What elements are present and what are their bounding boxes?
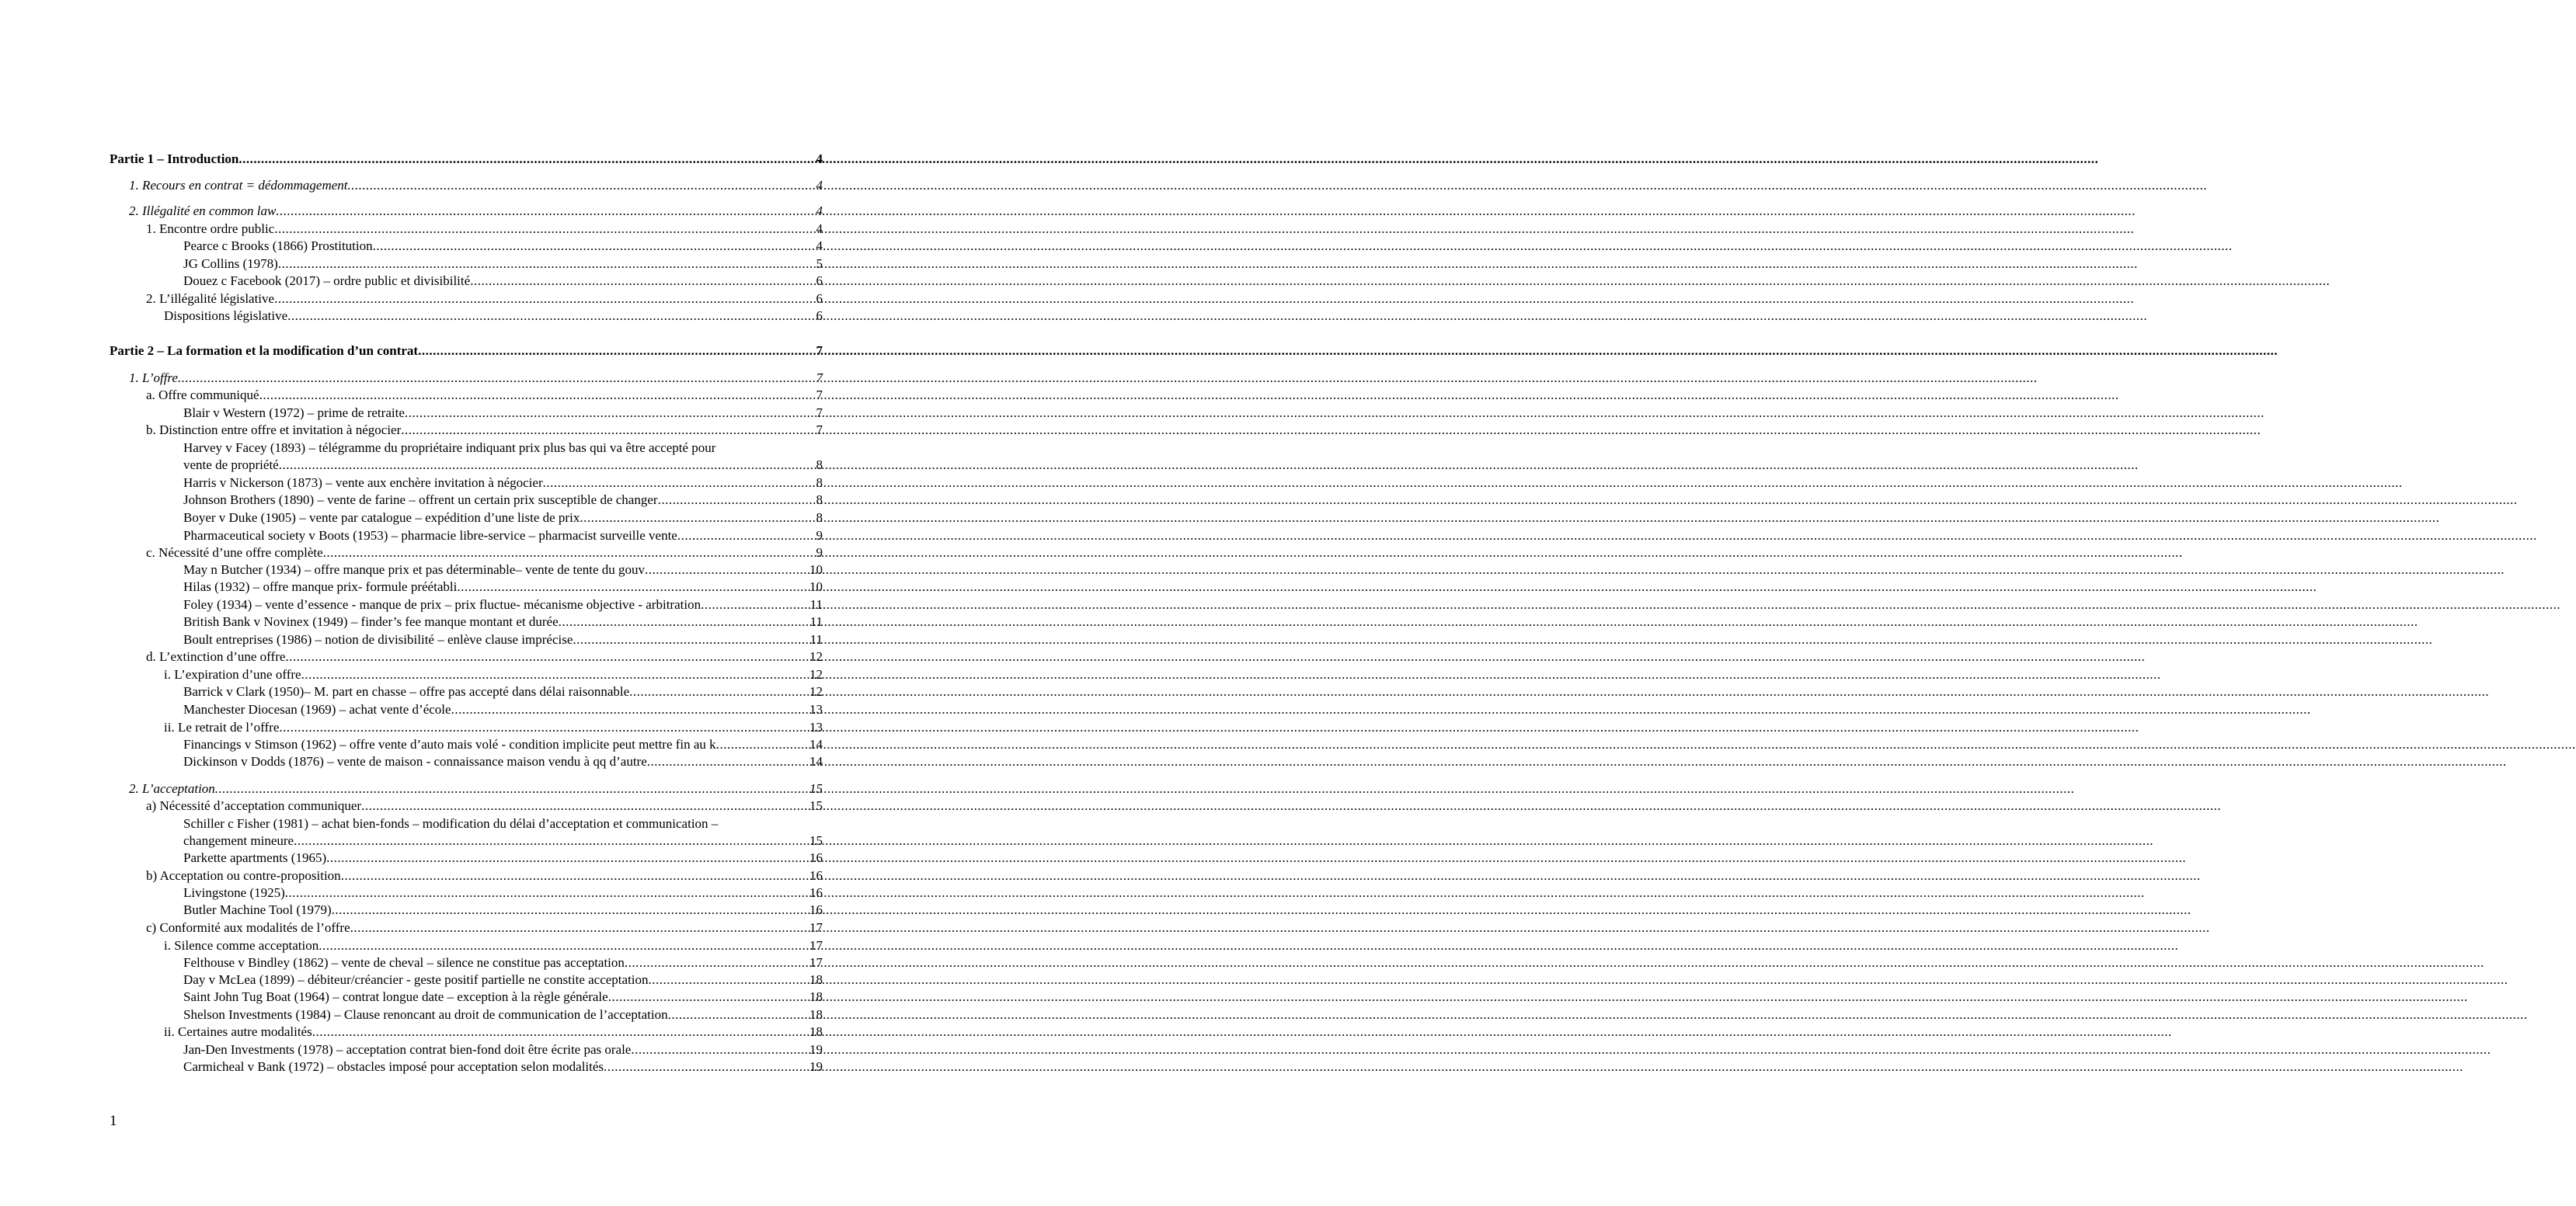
toc-entry-text: Carmicheal v Bank (1972) – obstacles imposé pour acceptation selon modalités <box>183 1059 604 1074</box>
toc-entry[interactable] <box>110 342 823 360</box>
dot-leader <box>451 701 809 718</box>
toc-entry-text: Financings v Stimson (1962) – offre vente d’auto mais volé - condition implicite peut mettre fin au k <box>183 737 716 752</box>
dot-leader <box>647 753 809 770</box>
toc-page-number: 14 <box>809 737 823 752</box>
dot-leader <box>274 221 816 238</box>
toc-entry[interactable] <box>110 798 823 815</box>
toc-entry-text: Douez c Facebook (2017) – ordre public et divisibilité <box>183 273 471 288</box>
toc-entry[interactable] <box>110 527 823 544</box>
dot-leader <box>332 902 809 919</box>
toc-entry[interactable] <box>110 885 823 902</box>
toc-entry[interactable] <box>110 1041 823 1058</box>
toc-entry[interactable] <box>110 492 823 509</box>
dot-leader <box>301 666 809 683</box>
toc-entry-continuation: changement mineure <box>183 833 294 848</box>
toc-entry[interactable] <box>110 954 823 971</box>
dot-leader <box>238 151 816 168</box>
toc-entry-text: 1. Recours en contrat = dédommagement <box>129 178 348 193</box>
toc-page-number: 9 <box>816 545 823 560</box>
toc-entry-text: Partie 2 – La formation et la modification d’un contrat <box>110 343 419 358</box>
toc-page-number: 8 <box>816 492 823 507</box>
toc-entry[interactable] <box>110 989 823 1006</box>
toc-page-number: 14 <box>809 754 823 769</box>
toc-page-number: 4 <box>816 203 823 218</box>
dot-leader <box>361 798 809 815</box>
dot-leader <box>326 850 809 867</box>
toc-entry[interactable] <box>110 1024 823 1041</box>
toc-entry-text: Pharmaceutical society v Boots (1953) – pharmacie libre-service – pharmacist surveille vente <box>183 528 677 543</box>
toc-page-number: 6 <box>816 291 823 306</box>
toc-entry-text: i. Silence comme acceptation <box>164 938 319 953</box>
toc-entry-text: d. L’extinction d’une offre <box>146 649 286 664</box>
dot-leader <box>470 273 816 290</box>
toc-page-number: 17 <box>809 955 823 970</box>
toc-page-number: 7 <box>816 422 823 437</box>
toc-page-number: 16 <box>809 902 823 917</box>
toc-page-number: 10 <box>809 579 823 594</box>
toc-page-number: 4 <box>816 151 823 166</box>
toc-entry-text: c. Nécessité d’une offre complète <box>146 545 323 560</box>
dot-leader <box>645 561 809 579</box>
toc-page-number: 11 <box>809 632 823 647</box>
toc-page-number: 7 <box>816 370 823 385</box>
toc-entry[interactable] <box>110 405 823 422</box>
dot-leader <box>287 308 816 325</box>
dot-leader <box>604 1058 809 1076</box>
toc-page-number: 17 <box>809 920 823 935</box>
dot-leader <box>608 989 809 1006</box>
toc-page-number: 15 <box>809 798 823 813</box>
dot-leader <box>401 422 816 439</box>
toc-entry-text: Johnson Brothers (1890) – vente de farine – offrent un certain prix susceptible de changer <box>183 492 658 507</box>
toc-entry-text: b) Acceptation ou contre-proposition <box>146 868 341 883</box>
toc-entry-text: Livingstone (1925) <box>183 885 285 900</box>
dot-leader <box>278 255 816 273</box>
toc-entry-text: JG Collins (1978) <box>183 256 278 271</box>
toc-entry-text: 1. Encontre ordre public <box>146 221 275 236</box>
toc-entry[interactable] <box>110 273 823 290</box>
toc-page-number: 9 <box>816 528 823 543</box>
toc-entry-text: Harvey v Facey (1893) – télégramme du propriétaire indiquant prix plus bas qui va être accepté pour <box>183 440 716 455</box>
toc-page-number: 7 <box>816 405 823 420</box>
dot-leader <box>178 370 816 387</box>
toc-entry[interactable] <box>110 387 823 404</box>
toc-entry[interactable] <box>110 308 823 325</box>
toc-entry[interactable] <box>110 255 823 273</box>
dot-leader <box>457 579 809 596</box>
toc-page-number: 11 <box>809 597 823 612</box>
toc-entry[interactable] <box>110 422 823 439</box>
toc-entry-text: Partie 1 – Introduction <box>110 151 239 166</box>
page-number: 1 <box>110 1113 117 1129</box>
toc-entry-text: Foley (1934) – vente d’essence - manque de prix – prix fluctue- mécanisme objective - arbitration <box>183 597 701 612</box>
toc-page-number: 16 <box>809 868 823 883</box>
dot-leader <box>373 238 816 255</box>
dot-leader <box>323 544 816 561</box>
toc-entry[interactable] <box>110 1006 823 1024</box>
toc-entry-text: Parkette apartments (1965) <box>183 850 327 865</box>
toc-page-number: 18 <box>809 1024 823 1039</box>
toc-entry[interactable] <box>110 177 823 194</box>
dot-leader <box>348 177 816 194</box>
toc-entry-text: Butler Machine Tool (1979) <box>183 902 332 917</box>
toc-entry[interactable] <box>110 902 823 919</box>
toc-entry[interactable] <box>110 457 823 474</box>
dot-leader <box>312 1024 809 1041</box>
toc-page-number: 8 <box>816 457 823 472</box>
toc-entry-text: ii. Certaines autre modalités <box>164 1024 312 1039</box>
toc-page-number: 13 <box>809 720 823 735</box>
toc-entry-text: Boyer v Duke (1905) – vente par catalogue – expédition d’une liste de prix <box>183 510 580 525</box>
toc-page-number: 6 <box>816 273 823 288</box>
toc-entry[interactable] <box>110 474 823 492</box>
toc-entry[interactable] <box>110 780 823 798</box>
toc-entry-continuation: vente de propriété <box>183 457 279 472</box>
dot-leader <box>573 631 809 648</box>
toc-page-number: 10 <box>809 562 823 577</box>
toc-entry[interactable] <box>110 544 823 561</box>
dot-leader <box>418 342 816 360</box>
toc-entry[interactable] <box>110 919 823 937</box>
toc-entry[interactable] <box>110 613 823 631</box>
toc-entry-text: Blair v Western (1972) – prime de retraite <box>183 405 405 420</box>
toc-entry-text: Pearce c Brooks (1866) Prostitution <box>183 238 373 253</box>
toc-page-number: 6 <box>816 308 823 323</box>
toc-entry-text: Jan-Den Investments (1978) – acceptation contrat bien-fond doit être écrite pas orale <box>183 1042 632 1057</box>
dot-leader <box>580 509 816 527</box>
dot-leader <box>279 719 809 736</box>
toc-entry-text: 2. L’acceptation <box>129 781 215 796</box>
toc-entry-text: Dispositions législative <box>164 308 288 323</box>
toc-entry-text: i. L’expiration d’une offre <box>164 667 301 682</box>
toc-entry-text: ii. Le retrait de l’offre <box>164 720 280 735</box>
dot-leader <box>631 1041 809 1058</box>
toc-entry-text: Shelson Investments (1984) – Clause renoncant au droit de communication de l’acceptation <box>183 1007 668 1022</box>
toc-entry[interactable] <box>110 701 823 718</box>
toc-entry[interactable] <box>110 370 823 387</box>
toc-entry-text: British Bank v Novinex (1949) – finder’s fee manque montant et durée <box>183 614 559 629</box>
toc-entry-text: 1. L’offre <box>129 370 178 385</box>
toc-entry[interactable] <box>110 561 823 579</box>
toc-entry-text: Hilas (1932) – offre manque prix- formule préétabli <box>183 579 458 594</box>
dot-leader <box>559 613 810 631</box>
toc-entry[interactable] <box>110 579 823 596</box>
toc-page-number: 4 <box>816 238 823 253</box>
toc-entry-text: Saint John Tug Boat (1964) – contrat longue date – exception à la règle générale <box>183 989 608 1004</box>
dot-leader <box>629 683 809 700</box>
toc-page-number: 16 <box>809 885 823 900</box>
toc-page-number: 16 <box>809 850 823 865</box>
dot-leader <box>259 387 816 404</box>
toc-entry-text: 2. L’illégalité législative <box>146 291 275 306</box>
toc-entry[interactable] <box>110 683 823 700</box>
toc-page-number: 8 <box>816 510 823 525</box>
toc-entry[interactable] <box>110 666 823 683</box>
toc-entry[interactable] <box>110 832 823 850</box>
toc-entry[interactable] <box>110 937 823 954</box>
toc-page-number: 18 <box>809 1007 823 1022</box>
dot-leader <box>274 290 816 308</box>
toc-entry[interactable] <box>110 753 823 770</box>
dot-leader <box>625 954 809 971</box>
toc-entry-text: Harris v Nickerson (1873) – vente aux enchère invitation à négocier <box>183 475 543 490</box>
toc-page-number: 15 <box>809 833 823 848</box>
toc-entry[interactable] <box>110 971 823 989</box>
toc-page-number: 7 <box>816 343 823 358</box>
toc-entry[interactable] <box>110 867 823 885</box>
toc-page-number: 18 <box>809 989 823 1004</box>
toc-entry-text: Barrick v Clark (1950)– M. part en chasse – offre pas accepté dans délai raisonnable <box>183 684 630 699</box>
dot-leader <box>294 832 809 850</box>
toc-entry-text: b. Distinction entre offre et invitation à négocier <box>146 422 402 437</box>
toc-page-number: 7 <box>816 388 823 402</box>
toc-page-number: 13 <box>809 702 823 717</box>
toc-page-number: 18 <box>809 972 823 987</box>
toc-entry[interactable] <box>110 631 823 648</box>
toc-entry-text: Felthouse v Bindley (1862) – vente de cheval – silence ne constitue pas acceptation <box>183 955 625 970</box>
dot-leader <box>677 527 816 544</box>
toc-entry[interactable] <box>110 719 823 736</box>
dot-leader <box>649 971 809 989</box>
toc-entry-text: Manchester Diocesan (1969) – achat vente d’école <box>183 702 451 717</box>
toc-page-number: 8 <box>816 475 823 490</box>
toc-entry-text: a) Nécessité d’acceptation communiquer <box>146 798 362 813</box>
toc-entry[interactable] <box>110 221 823 238</box>
toc-page-number: 12 <box>809 667 823 682</box>
dot-leader <box>285 885 809 902</box>
toc-entry[interactable] <box>110 151 823 168</box>
toc-page-number: 12 <box>809 649 823 664</box>
toc-entry-text: a. Offre communiqué <box>146 388 259 402</box>
dot-leader <box>701 596 810 613</box>
toc-entry-text: 2. Illégalité en common law <box>129 203 277 218</box>
dot-leader <box>215 780 809 798</box>
dot-leader <box>668 1006 809 1024</box>
toc-page-number: 11 <box>809 614 823 629</box>
toc-page-number: 19 <box>809 1042 823 1057</box>
toc-entry-text: c) Conformité aux modalités de l’offre <box>146 920 350 935</box>
toc-entry-text: Day v McLea (1899) – débiteur/créancier - geste positif partielle ne constite acceptation <box>183 972 649 987</box>
toc-entry[interactable] <box>110 736 823 753</box>
toc-entry-text: Boult entreprises (1986) – notion de divisibilité – enlève clause imprécise <box>183 632 573 647</box>
toc-entry[interactable] <box>110 203 823 220</box>
dot-leader <box>319 937 809 954</box>
toc-page-number: 4 <box>816 178 823 193</box>
toc-entry[interactable] <box>110 648 823 666</box>
toc-page-number: 19 <box>809 1059 823 1074</box>
toc-entry[interactable] <box>110 596 823 613</box>
dot-leader <box>279 457 816 474</box>
dot-leader <box>658 492 816 509</box>
dot-leader <box>341 867 809 885</box>
toc-page-number: 17 <box>809 938 823 953</box>
toc-page-number: 12 <box>809 684 823 699</box>
dot-leader <box>276 203 816 220</box>
toc-page-number: 4 <box>816 221 823 236</box>
toc-entry[interactable] <box>110 290 823 308</box>
toc-entry-text: Dickinson v Dodds (1876) – vente de maison - connaissance maison vendu à qq d’autre <box>183 754 647 769</box>
toc-entry-text: Schiller c Fisher (1981) – achat bien-fonds – modification du délai d’acceptation et communication – <box>183 816 719 831</box>
dot-leader <box>285 648 809 666</box>
dot-leader <box>716 736 809 753</box>
dot-leader <box>350 919 809 937</box>
toc-entry[interactable] <box>110 1058 823 1076</box>
toc-page-number: 15 <box>809 781 823 796</box>
dot-leader <box>405 405 816 422</box>
toc-page-number: 5 <box>816 256 823 271</box>
toc-entry[interactable] <box>110 509 823 527</box>
dot-leader <box>543 474 816 492</box>
toc-entry[interactable] <box>110 238 823 255</box>
toc-entry-text: May n Butcher (1934) – offre manque prix et pas déterminable– vente de tente du gouv <box>183 562 646 577</box>
toc-entry[interactable] <box>110 850 823 867</box>
